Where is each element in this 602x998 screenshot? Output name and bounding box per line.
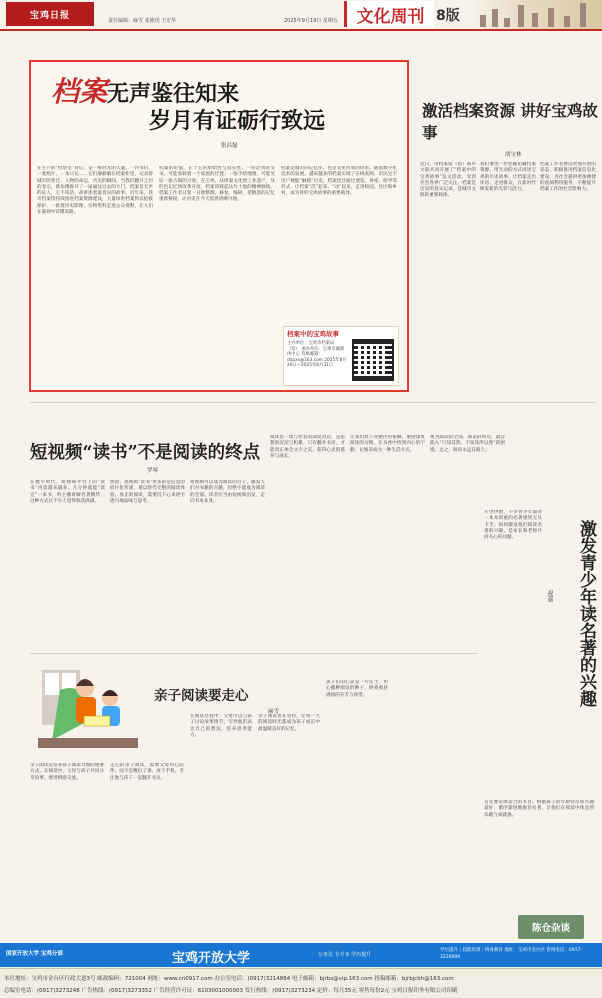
header-rule (0, 29, 602, 31)
issue-date: 2025年9月19日 星期五 (284, 18, 338, 24)
footer-line: 总编室电话：(0917)3273248 广告热线：(0917)3273352 广告经营许可证：6103001000003 发行热线：(0917)3273234 定价：每月35元 零售每份2元 宝鸡日报印务有限公司印刷 (4, 988, 458, 994)
notice-title: 档案中的宝鸡故事 (287, 330, 339, 338)
footer-line: 本社地址：宝鸡市金台区行政大道3号 邮政编码：721004 网址：www.cn0917.com 办公室电话：(0917)3214884 电子邮箱：bjrbs@vip.163.com 投稿邮箱：bjrbjcbh@163.com (4, 976, 454, 982)
article-column: 近日，市档案馆（馆）和市文联共同开展了“档案中的宝鸡故事”征文活动，受到社会各界广泛关注。档案是历史的真实记录，是城市文脉的重要载体。 (420, 162, 476, 199)
article-title-vertical: 激发青少年读名著的兴趣 (576, 520, 596, 707)
page-number: 8版 (436, 8, 460, 24)
ad-details: 学历提升｜技能培训｜终身教育 地址：宝鸡市金台区 咨询电话：0917-3220099 (440, 948, 582, 960)
section-divider (30, 653, 478, 654)
section-title: 文化周刊 (344, 1, 434, 27)
article-column: 在阅读过程中，父母可以与孩子讨论故事情节，引导他们表达自己的想法，培养思考能力。 (190, 714, 252, 738)
article-column: 档案的价值，在于它的原始性与真实性。一份泛黄的文书，可能承载着一个家族的迁徙；一张手绘地图，可能见证一座古镇的兴衰。在宝鸡，从周秦文化到工业遗产，从红色记忆到改革开放，档案串联起这片土地的精神脉络。档案工作者日复一日地整理、修复、编研，把散落的记忆重新拼接，让历史在今天依然清晰可感。 (159, 166, 275, 203)
submission-notice (283, 326, 399, 386)
newspaper-logo: 宝鸡日报 (6, 2, 94, 26)
article-column: 在数字时代，短视频平台上的“读书”内容越来越多。几分钟就能“读完”一本书，听主播讲解名著精华，这种方式让不少人觉得收获满满。 (30, 480, 105, 504)
qr-code-icon (352, 339, 394, 381)
ad-headline: 宝鸡开放大学 (172, 951, 251, 966)
article-title: 短视频“读书”不是阅读的终点 (30, 443, 261, 463)
title-rest: 无声鉴往知来 (107, 81, 240, 107)
header-decoration (470, 0, 602, 29)
article-column: 让我们放下对捷径的依赖，重拾深度阅读的习惯，在书香中找到内心的宁静，让阅读成为一种生活方式。 (350, 435, 425, 453)
title-emphasis: 档案 (51, 75, 108, 108)
publication-footer (0, 968, 602, 998)
ad-tags: 公务员 专升本 学历提升 (318, 952, 372, 958)
article-column: 亲子阅读是培养孩子阅读习惯的重要方式。在阅读中，父母与孩子共同分享故事，增进情感交流。 (30, 763, 104, 781)
article-column: 孩子们的心灵是一片沃土，用心播种阅读的种子，终将收获满园的芬芳与希望。 (326, 680, 388, 698)
article-column: 视为阅读的全部，阅读的终点，就会陷入“只知其然，不知其所以然”的困境。总之，阅读永远在路上。 (430, 435, 505, 453)
notice-info: 主办单位：宝鸡市档案局（馆） 承办单位：宝鸡市融媒体中心 投稿邮箱：dapxs@163.com 2025年8月20日—2025年8月31日 (287, 341, 347, 369)
section-divider (30, 402, 596, 403)
article-column: 在生产的“检察室”背后，是一座时光的大厦。一封书信、一张照片、一本日记……它们静静躺在档案柜里，记录着城市的变迁、人物的命运、历史的瞬间。当我们翻开尘封的卷宗，就仿佛推开了一扇通往过去的大门。档案是无声的证人，它不说话，却讲述着最真实的故事。近年来，我市档案馆持续推进档案资源建设，大量珍贵档案得以抢救保护，一批批历史影像、实物资料走进公众视野，让人们在凝视中读懂来路。 (37, 166, 153, 216)
article-column: 亲子阅读贵在坚持，让每一天的阅读时光都成为孩子成长中最温暖美好的记忆。 (258, 714, 320, 732)
article-column: 档案是城市的记忆库，也是文化传承的纽带。随着数字化技术的发展，越来越多的档案实现了在线查阅，市民足不出户便能“触摸”历史。档案馆还通过展览、讲座、研学等形式，让档案“活”起来、“动”起来，走进校园、社区和乡村，成为讲好宝鸡故事的重要载体。 (281, 166, 397, 197)
article-title-line2: 岁月有证砺行致远 (149, 108, 326, 134)
article-author: 张昌磊 (221, 143, 238, 149)
article-title: 激活档案资源 讲好宝鸡故事 (422, 101, 598, 142)
feature-article-archives (29, 60, 409, 392)
article-column: 走心的亲子阅读，需要父母用心陪伴，而不是敷衍了事。放下手机，专注地与孩子一起翻开书页。 (110, 763, 184, 781)
article-column: 首先要选择适合的书目。根据孩子的年龄特点和兴趣爱好，循序渐进地推荐名著，让他们在阅读中体会到乐趣与成就感。 (484, 800, 594, 818)
masthead (0, 0, 602, 30)
editor-credits: 责任编辑：麻雪 张婕玥 王宏华 (108, 18, 177, 24)
article-author: 罗琴 (147, 468, 159, 474)
article-author: 麻雪 (268, 709, 280, 715)
article-author: 胡宝林 (505, 152, 522, 158)
article-column: 我们要进一步挖掘馆藏档案资源，用生动的方式讲述宝鸡的历史故事，让档案走出库房、走进群众，在新时代焕发新的光彩与活力。 (480, 162, 536, 193)
article-author: 祝嘉 (546, 590, 553, 602)
article-column: 然而，短视频“读书”更多的是信息的碎片化传递，难以替代完整的阅读体验。真正的阅读，需要沉下心来逐字逐句地品味与思考。 (110, 480, 185, 504)
article-title: 亲子阅读要走心 (154, 688, 249, 704)
article-column: 阅读是一场与作者的深度对话，是思想的沉淀与积累。只有翻开书页，才能真正体会文字之美，获得心灵的滋养与成长。 (270, 435, 345, 459)
ad-sponsor: 国家开放大学 宝鸡分部 (6, 951, 63, 957)
family-reading-illustration (30, 660, 145, 756)
article-column: 档案工作者要以更加开放的姿态，积极推进档案信息化建设，为社会提供更加便捷的查阅利用服务，不断提升档案工作的社会影响力。 (540, 162, 596, 193)
article-column: 短视频可以成为阅读的引子，激发人们对书籍的兴趣，但绝不能成为阅读的全部。读者应当由短视频出发，走向书本本身。 (190, 480, 265, 504)
column-badge: 陈仓杂谈 (518, 915, 584, 939)
article-column: 开学伊始，不少青少年面对一本本厚重的名著感到无从下手。如何激发他们阅读名著的兴趣，是家长和老师共同关心的问题。 (484, 510, 542, 541)
advertisement-banner[interactable] (0, 943, 602, 967)
